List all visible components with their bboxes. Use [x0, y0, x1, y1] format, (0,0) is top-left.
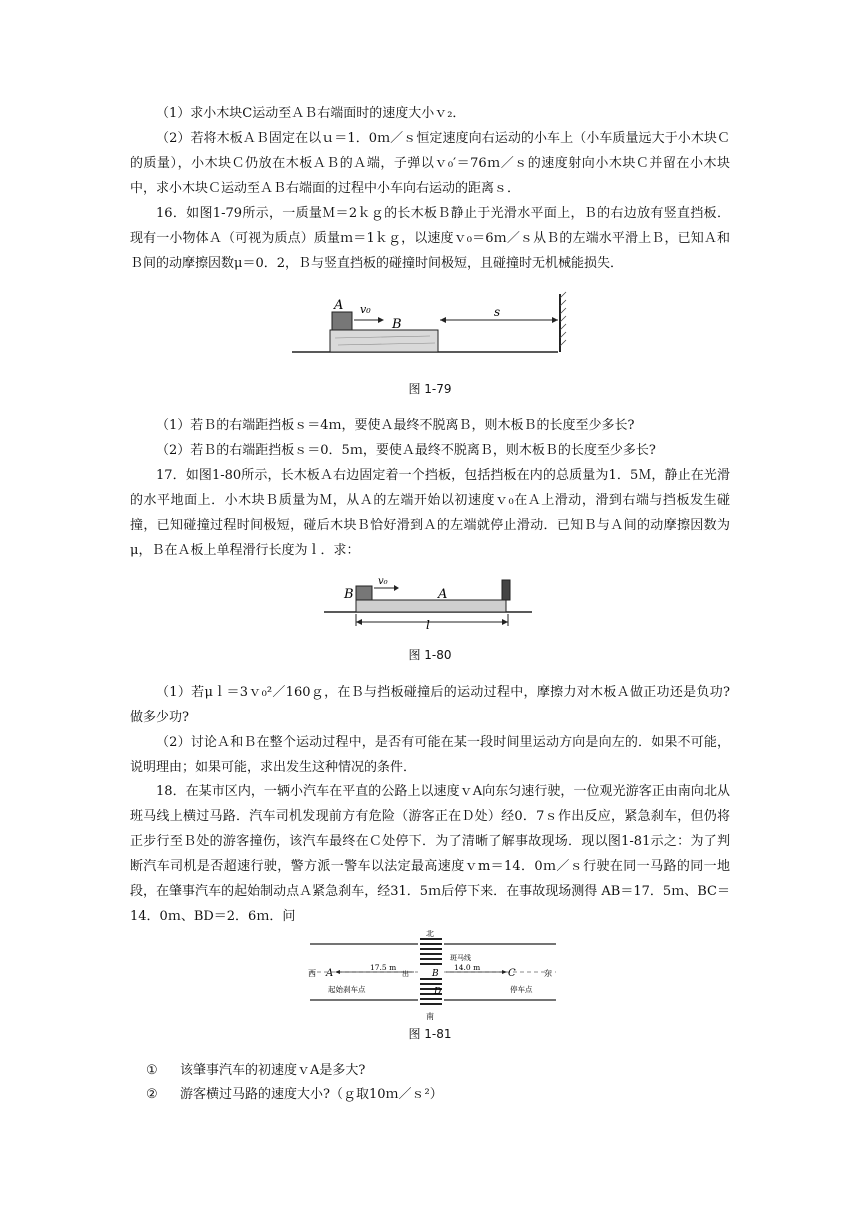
- label-stop-point: 停车点: [510, 985, 533, 994]
- label-b: B: [344, 587, 354, 602]
- paragraph-q16-2: （2）若Ｂ的右端距挡板ｓ＝0．5ｍ，要使Ａ最终不脱离Ｂ，则木板Ｂ的长度至少多长?: [156, 443, 656, 458]
- label-point-d: D: [434, 987, 442, 997]
- paragraph-q18: 18．在某市区内，一辆小汽车在平直的公路上以速度ｖA向东匀速行驶，一位观光游客正由南向北从班马线上横过马路．汽车司机发现前方有危险（游客正在Ｄ处）经0．7ｓ作出反应，紧急刹车，但仍将正步行至Ｂ处的游客撞伤，该汽车最终在Ｃ处停下．为了清晰了解事故现场．现以图1-81示之：为了判断汽车司机是否超速行驶，警方派一警车以法定最高速度ｖm＝14．0ｍ／ｓ行驶在同一马路的同一地段，在肇事汽车的起始制动点Ａ紧急刹车，经31．5ｍ后停下来．在事故现场测得 AB＝17．5ｍ、BC＝14．0ｍ、BD＝2．6ｍ．问: [130, 784, 730, 924]
- label-point-c: C: [508, 968, 516, 979]
- figure-1-79: [290, 288, 570, 360]
- caption-1-81: 图 1-81: [408, 1027, 452, 1041]
- label-distance-ab: 17.5 m: [370, 963, 397, 972]
- label-point-b: B: [432, 969, 439, 979]
- label-south: 南: [426, 1012, 434, 1020]
- label-v0: v₀: [378, 576, 388, 587]
- figure-1-81: [306, 930, 558, 1020]
- label-crosswalk: 斑马线: [450, 954, 471, 962]
- paragraph-q15-2: （2）若将木板ＡＢ固定在以ｕ＝1．0ｍ／ｓ恒定速度向右运动的小车上（小车质量远大于小木块Ｃ的质量），小木块Ｃ仍放在木板ＡＢ的Ａ端，子弹以ｖ₀′＝76ｍ／ｓ的速度射向小木块Ｃ并留在小木块中，求小木块Ｃ运动至ＡＢ右端面的过程中小车向右运动的距离ｓ．: [130, 131, 730, 196]
- label-a: A: [438, 587, 448, 602]
- question-1-text: 该肇事汽车的初速度ｖA是多大?: [180, 1063, 366, 1078]
- paragraph-q17: 17．如图1-80所示，长木板Ａ右边固定着一个挡板，包括挡板在内的总质量为1．5Ｍ，静止在光滑的水平地面上．小木块Ｂ质量为Ｍ，从Ａ的左端开始以初速度ｖ₀在Ａ上滑动，滑到右端与挡板发生碰撞，已知碰撞过程时间极短，碰后木块Ｂ恰好滑到Ａ的左端就停止滑动．已知Ｂ与Ａ间的动摩擦因数为μ，Ｂ在Ａ板上单程滑行长度为ｌ．求：: [130, 468, 730, 558]
- label-west: 西: [308, 969, 316, 978]
- paragraph-q16-1: （1）若Ｂ的右端距挡板ｓ＝4ｍ，要使Ａ最终不脱离Ｂ，则木板Ｂ的长度至少多长?: [156, 418, 635, 433]
- question-1-number: ①: [146, 1063, 158, 1078]
- label-l: l: [426, 618, 430, 630]
- question-2-number: ②: [146, 1087, 158, 1102]
- block-a: [332, 312, 352, 330]
- board-b: [330, 330, 438, 352]
- label-s: s: [494, 305, 501, 319]
- question-2-text: 游客横过马路的速度大小?（ｇ取10ｍ／ｓ²）: [180, 1087, 443, 1102]
- paragraph-q15-1: （1）求小木块C运动至ＡＢ右端面时的速度大小ｖ₂．: [156, 106, 466, 121]
- label-a: A: [334, 298, 344, 313]
- label-chu: 出: [402, 970, 409, 978]
- label-b: B: [392, 317, 402, 332]
- stopper: [502, 580, 510, 600]
- label-start-brake: 起始刹车点: [328, 985, 366, 994]
- label-distance-bc: 14.0 m: [454, 963, 481, 972]
- caption-1-79: 图 1-79: [408, 382, 452, 396]
- block-b: [356, 586, 372, 600]
- caption-1-80: 图 1-80: [408, 648, 452, 662]
- paragraph-q17-2: （2）讨论Ａ和Ｂ在整个运动过程中，是否有可能在某一段时间里运动方向是向左的．如果不可能，说明理由；如果可能，求出发生这种情况的条件．: [130, 735, 730, 775]
- label-east: 东: [544, 969, 552, 978]
- board-a: [356, 600, 506, 612]
- paragraph-q17-1: （1）若μｌ＝3ｖ₀²／160ｇ，在Ｂ与挡板碰撞后的运动过程中，摩擦力对木板Ａ做正功还是负功?做多少功?: [130, 685, 730, 725]
- figure-1-80: [322, 572, 542, 630]
- label-v0: v₀: [360, 303, 371, 316]
- paragraph-q16: 16．如图1-79所示，一质量Ｍ＝2ｋｇ的长木板Ｂ静止于光滑水平面上，Ｂ的右边放有竖直挡板．现有一小物体Ａ（可视为质点）质量ｍ＝1ｋｇ，以速度ｖ₀＝6ｍ／ｓ从Ｂ的左端水平滑上Ｂ，已知Ａ和Ｂ间的动摩擦因数μ＝0．2，Ｂ与竖直挡板的碰撞时间极短，且碰撞时无机械能损失．: [130, 206, 730, 271]
- question-1: [146, 1060, 365, 1082]
- question-2: [146, 1084, 443, 1106]
- label-north: 北: [426, 930, 434, 938]
- label-point-a: A: [326, 968, 334, 979]
